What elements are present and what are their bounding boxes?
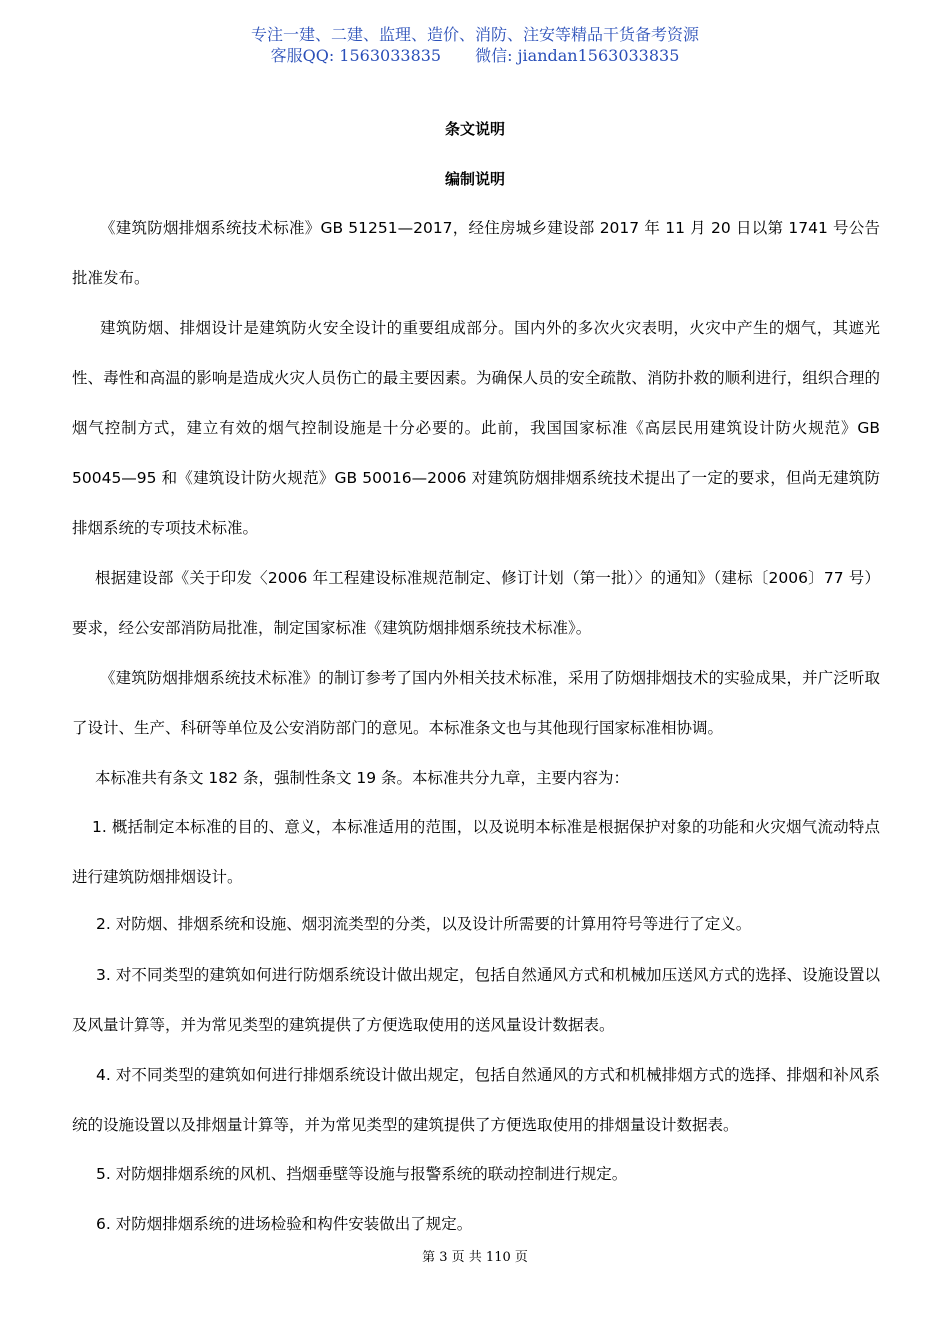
paragraph: 《建筑防烟排烟系统技术标准》GB 51251—2017，经住房城乡建设部 2017 年 11 月 20 日以第 1741 号公告批准发布。: [72, 219, 880, 287]
paragraph: 建筑防烟、排烟设计是建筑防火安全设计的重要组成部分。国内外的多次火灾表明，火灾中产生的烟气，其遮光性、毒性和高温的影响是造成火灾人员伤亡的最主要因素。为确保人员的安全疏散、消防扑救的顺利进行，组织合理的烟气控制方式，建立有效的烟气控制设施是十分必要的。此前，我国国家标准《高层民用建筑设计防火规范》GB 50045—95 和《建筑设计防火规范》GB 50016—2006 对建筑防烟排烟系统技术提出了一定的要求，但尚无建筑防排烟系统的专项技术标准。: [72, 319, 880, 537]
list-item: 3. 对不同类型的建筑如何进行防烟系统设计做出规定，包括自然通风方式和机械加压送风方式的选择、设施设置以及风量计算等，并为常见类型的建筑提供了方便选取使用的送风量设计数据表。: [72, 966, 880, 1034]
section-title: 条文说明: [444, 120, 505, 138]
paragraph: 本标准共有条文 182 条，强制性条文 19 条。本标准共分九章，主要内容为：: [95, 769, 630, 787]
page-number: 第 3 页 共 110 页: [422, 1250, 528, 1265]
list-item: 2. 对防烟、排烟系统和设施、烟羽流类型的分类，以及设计所需要的计算用符号等进行了定义。: [96, 915, 752, 933]
qq-contact: 客服QQ: 1563033835: [270, 46, 442, 65]
list-item: 6. 对防烟排烟系统的进场检验和构件安装做出了规定。: [96, 1215, 473, 1233]
subsection-title: 编制说明: [444, 170, 505, 188]
banner-contact: [0, 45, 950, 66]
wechat-contact: 微信: jiandan1563033835: [475, 46, 680, 65]
banner-line: 专注一建、二建、监理、造价、消防、注安等精品干货备考资源: [250, 25, 699, 44]
paragraph: 根据建设部《关于印发〈2006 年工程建设标准规范制定、修订计划（第一批）〉的通知》（建标〔2006〕77 号）要求，经公安部消防局批准，制定国家标准《建筑防烟排烟系统技术标准》。: [72, 569, 880, 637]
list-item: 4. 对不同类型的建筑如何进行排烟系统设计做出规定，包括自然通风的方式和机械排烟方式的选择、排烟和补风系统的设施设置以及排烟量计算等，并为常见类型的建筑提供了方便选取使用的排烟量设计数据表。: [72, 1066, 880, 1134]
list-item: 5. 对防烟排烟系统的风机、挡烟垂壁等设施与报警系统的联动控制进行规定。: [96, 1165, 628, 1183]
list-item: 1. 概括制定本标准的目的、意义，本标准适用的范围，以及说明本标准是根据保护对象的功能和火灾烟气流动特点进行建筑防烟排烟设计。: [72, 818, 880, 886]
paragraph: 《建筑防烟排烟系统技术标准》的制订参考了国内外相关技术标准，采用了防烟排烟技术的实验成果，并广泛听取了设计、生产、科研等单位及公安消防部门的意见。本标准条文也与其他现行国家标准相协调。: [72, 669, 880, 737]
